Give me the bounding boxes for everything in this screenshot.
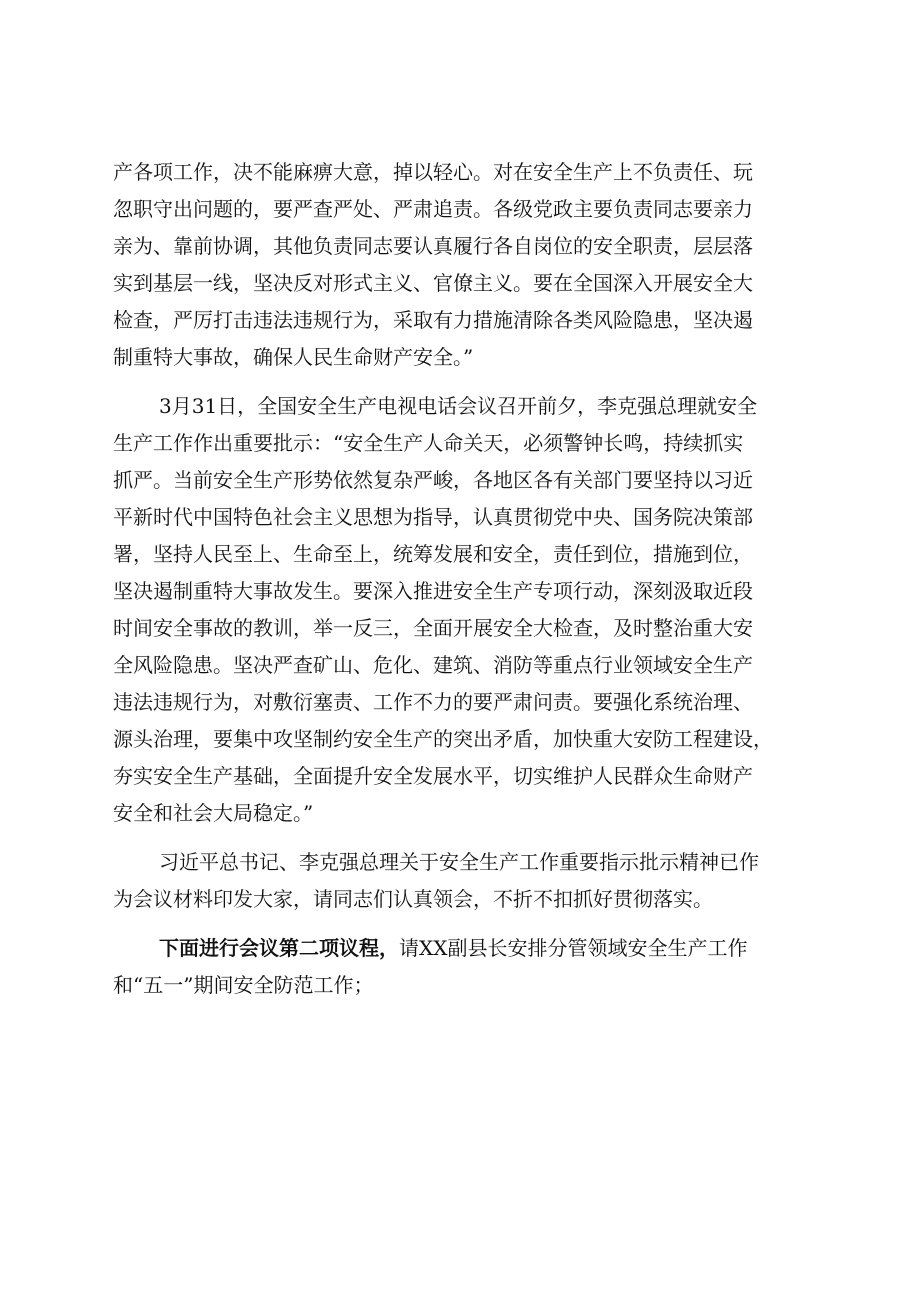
text-line: 夯实安全生产基础，全面提升安全发展水平，切实维护人民群众生命财产 xyxy=(113,764,753,788)
text-line: 平新时代中国特色社会主义思想为指导，认真贯彻党中央、国务院决策部 xyxy=(113,505,753,529)
text-line: 制重特大事故，确保人民生命财产安全。” xyxy=(113,345,474,369)
text-line: 全风险隐患。坚决严查矿山、危化、建筑、消防等重点行业领域安全生产 xyxy=(113,653,753,677)
text-line: 署，坚持人民至上、生命至上，统筹发展和安全，责任到位，措施到位， xyxy=(113,542,753,566)
text-line: 和“五一”期间安全防范工作； xyxy=(113,973,374,997)
text-line: 习近平总书记、李克强总理关于安全生产工作重要指示批示精神已作 xyxy=(159,850,759,874)
agenda-lead: 下面进行会议第二项议程， xyxy=(159,936,399,960)
paragraph-2 xyxy=(113,388,827,832)
text-line: 安全和社会大局稳定。” xyxy=(113,801,314,825)
text-line: 时间安全事故的教训，举一反三，全面开展安全大检查，及时整治重大安 xyxy=(113,616,753,640)
paragraph-4 xyxy=(113,930,827,1004)
text-line: 产各项工作，决不能麻痹大意，掉以轻心。对在安全生产上不负责任、玩 xyxy=(113,160,753,184)
text-line: 实到基层一线，坚决反对形式主义、官僚主义。要在全国深入开展安全大 xyxy=(113,271,753,295)
paragraph-1 xyxy=(113,154,827,376)
text-line: 3月31日，全国安全生产电视电话会议召开前夕，李克强总理就安全 xyxy=(159,394,758,418)
text-line: 忽职守出问题的，要严查严处、严肃追责。各级党政主要负责同志要亲力 xyxy=(113,197,753,221)
paragraph-3 xyxy=(113,844,827,918)
text-line: 坚决遏制重特大事故发生。要深入推进安全生产专项行动，深刻汲取近段 xyxy=(113,579,753,603)
text-line: 违法违规行为，对敷衍塞责、工作不力的要严肃问责。要强化系统治理、 xyxy=(113,690,753,714)
text-line: 为会议材料印发大家，请同志们认真领会，不折不扣抓好贯彻落实。 xyxy=(113,887,713,911)
text-line: 亲为、靠前协调，其他负责同志要认真履行各自岗位的安全职责，层层落 xyxy=(113,234,753,258)
text-line: 检查，严厉打击违法违规行为，采取有力措施清除各类风险隐患，坚决遏 xyxy=(113,308,753,332)
document-page xyxy=(113,154,827,1004)
paragraph-gap xyxy=(113,832,827,844)
agenda-text: 请XX副县长安排分管领域安全生产工作 xyxy=(399,936,748,960)
text-line xyxy=(113,930,827,967)
text-line: 生产工作作出重要批示：“安全生产人命关天，必须警钟长鸣，持续抓实 xyxy=(113,431,744,455)
paragraph-gap xyxy=(113,918,827,930)
text-line: 源头治理，要集中攻坚制约安全生产的突出矛盾，加快重大安防工程建设， xyxy=(113,727,773,751)
text-line: 抓严。当前安全生产形势依然复杂严峻，各地区各有关部门要坚持以习近 xyxy=(113,468,753,492)
paragraph-gap xyxy=(113,376,827,388)
